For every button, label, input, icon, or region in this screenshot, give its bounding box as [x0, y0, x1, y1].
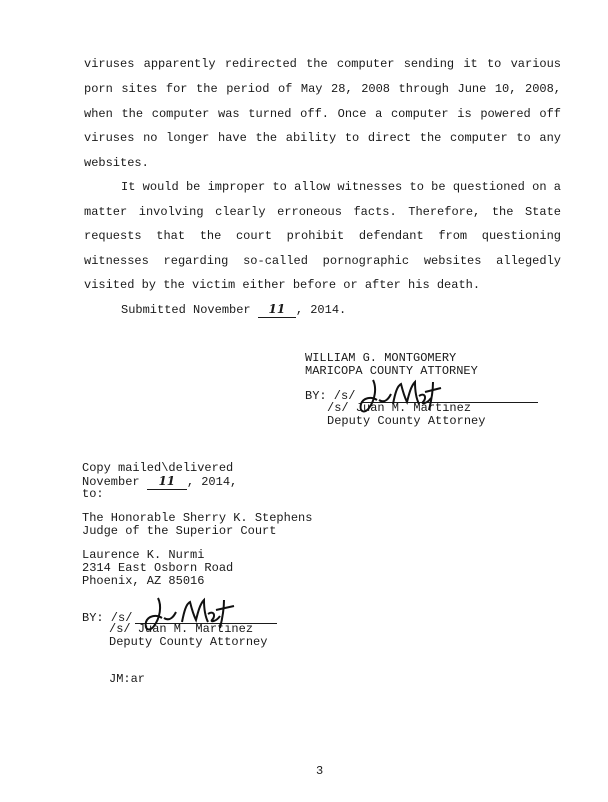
body-line: viruses no longer have the ability to direct the computer to any: [84, 131, 561, 145]
body-line: It would be improper to allow witnesses to be questioned on a: [121, 180, 561, 194]
copy-date-suffix: , 2014,: [186, 475, 238, 489]
recipient-line: Laurence K. Nurmi: [82, 548, 205, 562]
body-line: porn sites for the period of May 28, 2008 through June 10, 2008,: [84, 82, 561, 96]
body-line: websites.: [84, 156, 149, 170]
copy-to: to:: [82, 487, 104, 501]
submitted-line: [121, 302, 346, 318]
submitted-day: 11: [268, 302, 286, 316]
recipient-line: 2314 East Osborn Road: [82, 561, 234, 575]
body-line: witnesses regarding so-called pornographic websites allegedly: [84, 254, 561, 268]
by-label: BY: /s/: [305, 389, 356, 403]
copy-by-label: BY: /s/: [82, 611, 133, 625]
submitted-prefix: Submitted November: [121, 303, 258, 317]
copy-signer-title: Deputy County Attorney: [109, 635, 268, 649]
submitted-suffix: , 2014.: [295, 303, 347, 317]
copy-date-day: 11: [158, 474, 176, 488]
attorney-office: MARICOPA COUNTY ATTORNEY: [305, 364, 478, 378]
copy-date-prefix: November: [82, 475, 147, 489]
copy-day-blank: [147, 475, 187, 490]
body-line: visited by the victim either before or after his death.: [84, 278, 481, 292]
body-line: viruses apparently redirected the computer sending it to various: [84, 57, 561, 71]
initials: JM:ar: [109, 672, 146, 686]
signer-name: /s/ Juan M. Martinez: [327, 401, 472, 415]
body-line: matter involving clearly erroneous facts. Therefore, the State: [84, 205, 561, 219]
recipient-line: Phoenix, AZ 85016: [82, 574, 205, 588]
recipient-line: Judge of the Superior Court: [82, 524, 277, 538]
copy-date-line: [82, 475, 237, 490]
signer-title: Deputy County Attorney: [327, 414, 486, 428]
attorney-name: WILLIAM G. MONTGOMERY: [305, 351, 457, 365]
submitted-day-blank: [258, 302, 296, 318]
recipient-line: The Honorable Sherry K. Stephens: [82, 511, 313, 525]
body-line: requests that the court prohibit defendant from questioning: [84, 229, 561, 243]
copy-mailed: Copy mailed\delivered: [82, 461, 234, 475]
body-line: when the computer was turned off. Once a computer is powered off: [84, 107, 561, 121]
page-number: 3: [316, 764, 324, 778]
handwritten-signature: [142, 594, 242, 640]
handwritten-signature: [355, 374, 455, 420]
copy-signer-name: /s/ Juan M. Martinez: [109, 622, 254, 636]
